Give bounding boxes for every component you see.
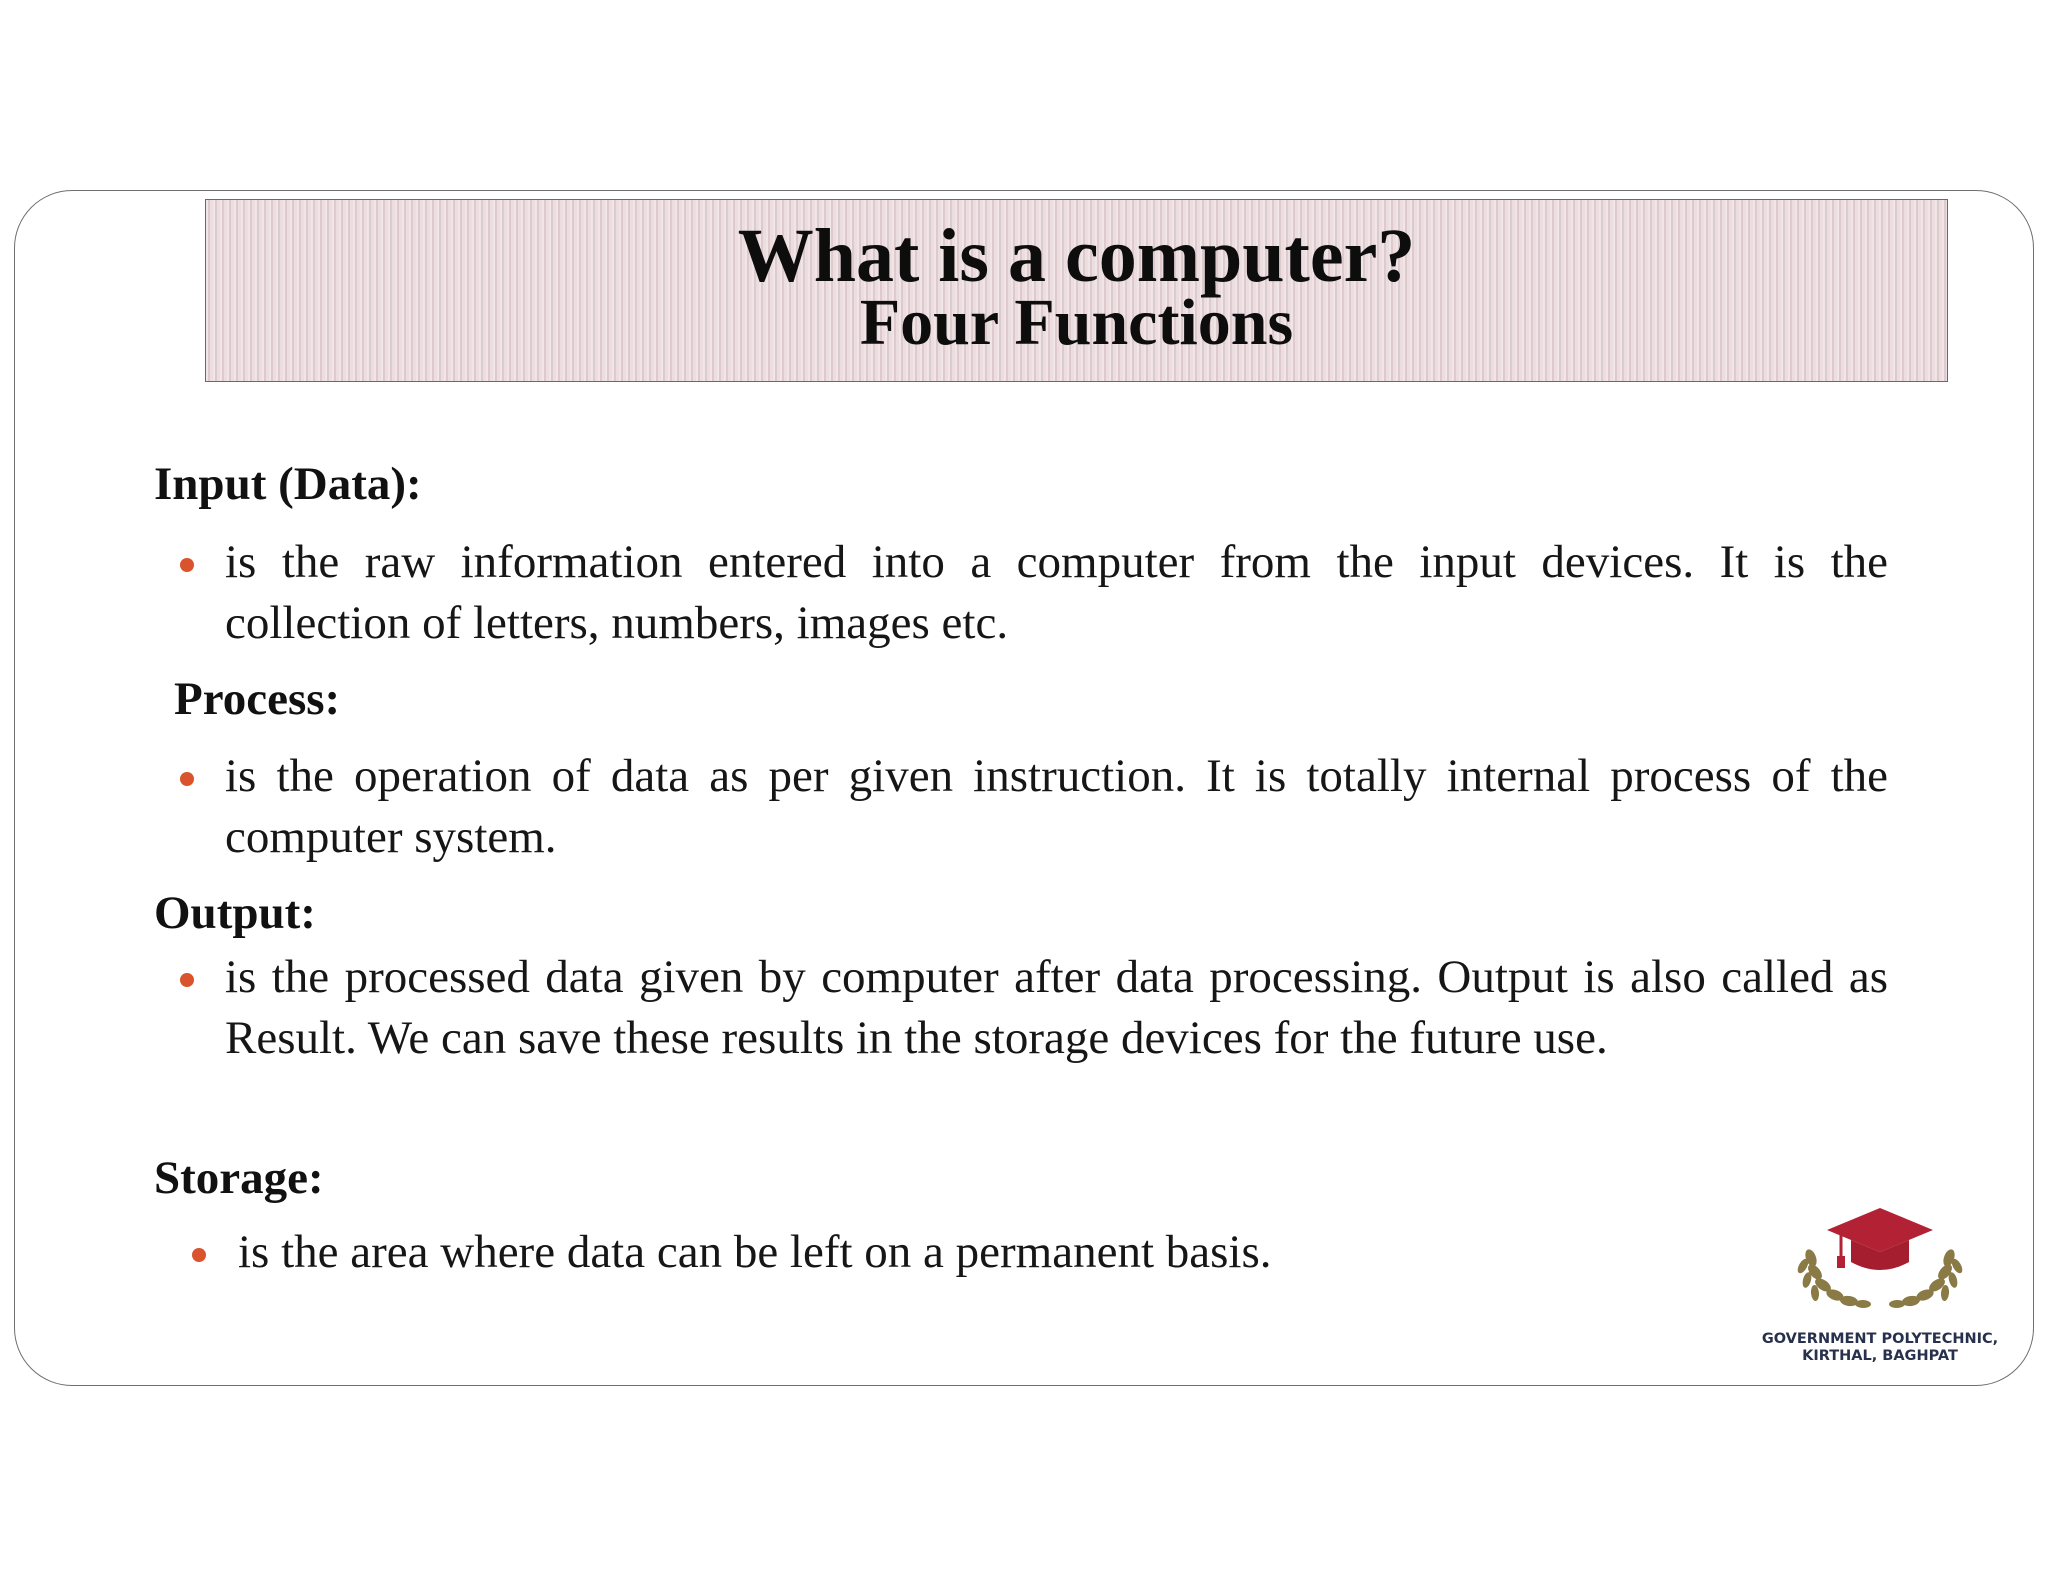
- title-banner: [205, 199, 1948, 382]
- logo-text-line2: KIRTHAL, BAGHPAT: [1802, 1348, 1958, 1364]
- bullet-dot: [180, 558, 194, 572]
- slide-title: What is a computer?: [737, 214, 1416, 298]
- graduation-cap-with-laurel-icon: [1755, 1200, 2005, 1330]
- section-heading-input: Input (Data):: [154, 458, 422, 510]
- bullet-dot: [180, 973, 194, 987]
- slide-subtitle: Four Functions: [859, 286, 1294, 359]
- institution-logo: [1755, 1200, 2005, 1370]
- bullet-dot: [192, 1248, 206, 1262]
- section-text-process: is the operation of data as per given instruction. It is totally internal process of the computer system.: [225, 750, 1888, 863]
- section-heading-output: Output:: [154, 887, 316, 939]
- logo-text-line1: GOVERNMENT POLYTECHNIC,: [1761, 1331, 1999, 1347]
- section-heading-storage: Storage:: [154, 1152, 324, 1204]
- section-text-output: is the processed data given by computer after data processing. Output is also called as Result. We can save these results in the storage devices for the future use.: [225, 951, 1888, 1064]
- bullet-dot: [180, 772, 194, 786]
- section-text-input: is the raw information entered into a computer from the input devices. It is the collection of letters, numbers, images etc.: [225, 536, 1888, 649]
- section-heading-process: Process:: [174, 673, 341, 725]
- section-text-storage: is the area where data can be left on a permanent basis.: [238, 1226, 1272, 1278]
